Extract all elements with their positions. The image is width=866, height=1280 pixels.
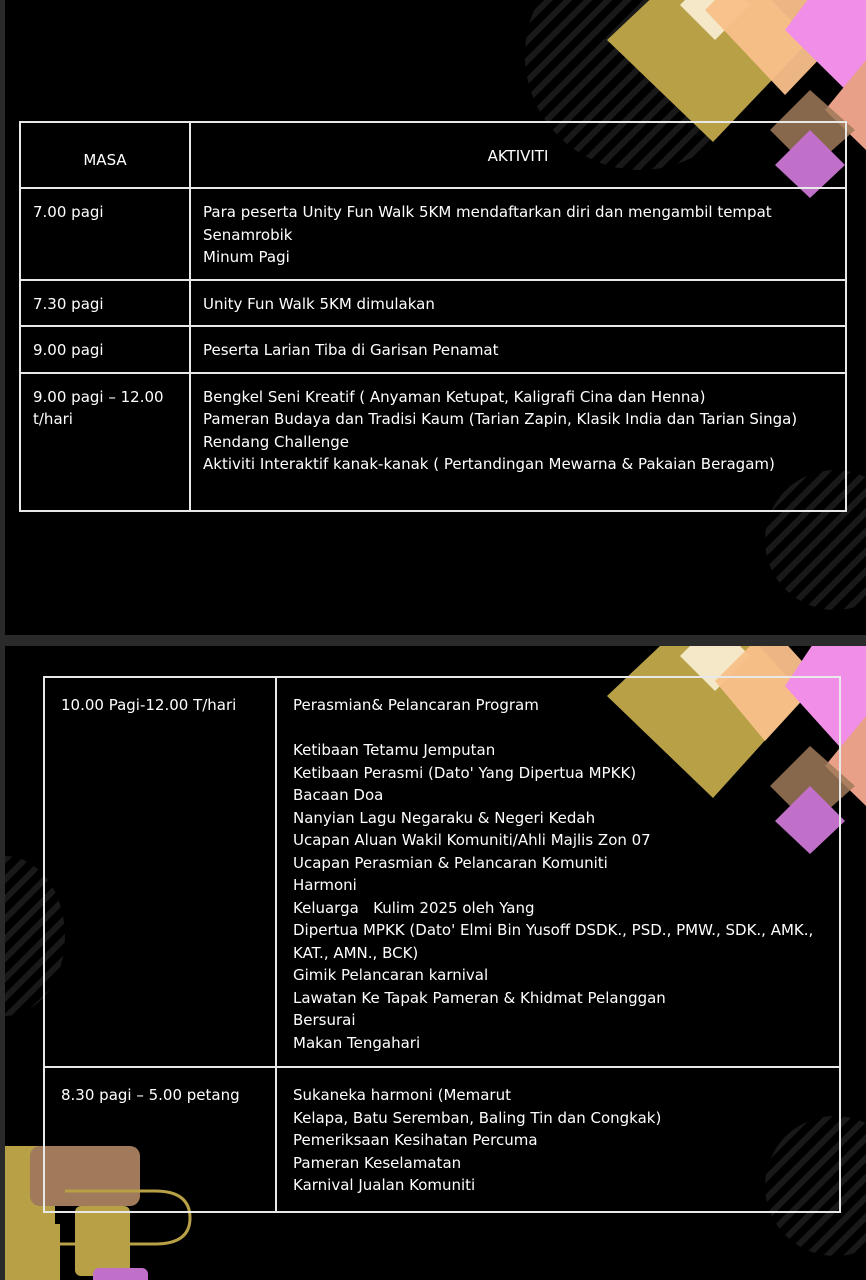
- time-cell: [20, 188, 190, 280]
- table-row: [44, 1067, 840, 1212]
- time-cell: [20, 280, 190, 327]
- table-header-row: [20, 122, 846, 188]
- activity-item: Para peserta Unity Fun Walk 5KM mendaftarkan diri dan mengambil tempat: [203, 203, 772, 221]
- activity-item: Gimik Pelancaran karnival: [293, 966, 489, 984]
- activity-item: Aktiviti Interaktif kanak-kanak ( Pertandingan Mewarna & Pakaian Beragam): [203, 455, 775, 473]
- slide-2: [5, 646, 866, 1280]
- activity-item: Ketibaan Tetamu Jemputan: [293, 741, 496, 759]
- column-header-masa: MASA: [20, 122, 190, 188]
- table-row: [44, 677, 840, 1067]
- activity-item: Pameran Keselamatan: [293, 1153, 462, 1172]
- activity-item: Harmoni: [293, 876, 357, 894]
- activity-item: Minum Pagi: [203, 248, 290, 266]
- activity-cell: [190, 326, 846, 373]
- activity-item: Makan Tengahari: [293, 1033, 421, 1052]
- column-header-aktiviti: AKTIVITI: [190, 122, 846, 188]
- activity-item: Kelapa, Batu Seremban, Baling Tin dan Congkak): [293, 1108, 662, 1127]
- activity-item: Pameran Budaya dan Tradisi Kaum (Tarian Zapin, Klasik India dan Tarian Singa): [203, 410, 798, 428]
- activity-cell: [276, 677, 840, 1067]
- activity-item: Senamrobik: [203, 225, 293, 244]
- activity-item: Rendang Challenge: [203, 432, 349, 451]
- table-row: [20, 188, 846, 280]
- table-row: [20, 326, 846, 373]
- time-text: 7.30 pagi: [33, 294, 104, 313]
- time-text: 9.00 pagi: [33, 341, 104, 359]
- table-row: [20, 373, 846, 511]
- activity-item: KAT., AMN., BCK): [293, 943, 419, 962]
- activity-item: Bacaan Doa: [293, 786, 384, 804]
- activity-item: Ucapan Perasmian & Pelancaran Komuniti: [293, 853, 608, 872]
- time-cell: [20, 326, 190, 373]
- activity-item: Dipertua MPKK (Dato' Elmi Bin Yusoff DSDK., PSD., PMW., SDK., AMK.,: [293, 921, 814, 939]
- time-text: 10.00 Pagi-12.00 T/hari: [61, 696, 237, 714]
- activity-item: Nanyian Lagu Negaraku & Negeri Kedah: [293, 808, 596, 827]
- table-row: [20, 280, 846, 327]
- activity-cell: [190, 188, 846, 280]
- time-text: t/hari: [33, 410, 73, 428]
- time-cell: [44, 677, 276, 1067]
- activity-item: Bengkel Seni Kreatif ( Anyaman Ketupat, Kaligrafi Cina dan Henna): [203, 387, 706, 406]
- activity-item: Ketibaan Perasmi (Dato' Yang Dipertua MPKK): [293, 763, 637, 782]
- activity-item: Karnival Jualan Komuniti: [293, 1176, 476, 1194]
- activity-item: Pemeriksaan Kesihatan Percuma: [293, 1131, 538, 1149]
- activity-item: Keluarga Kulim 2025 oleh Yang: [293, 898, 535, 917]
- time-text: 7.00 pagi: [33, 203, 104, 221]
- activity-item: Ucapan Aluan Wakil Komuniti/Ahli Majlis Zon 07: [293, 831, 651, 849]
- activity-cell: [190, 373, 846, 511]
- schedule-table: [19, 121, 847, 512]
- activity-item: Lawatan Ke Tapak Pameran & Khidmat Pelanggan: [293, 988, 666, 1007]
- time-text: 8.30 pagi – 5.00 petang: [61, 1086, 240, 1104]
- activity-cell: [276, 1067, 840, 1212]
- schedule-table-continued: [43, 676, 841, 1213]
- slide-1: [5, 0, 866, 635]
- spacer: [293, 717, 823, 740]
- activity-item: Unity Fun Walk 5KM dimulakan: [203, 294, 435, 313]
- activity-item: Peserta Larian Tiba di Garisan Penamat: [203, 341, 499, 359]
- activity-title: Perasmian& Pelancaran Program: [293, 696, 539, 714]
- activity-item: Bersurai: [293, 1011, 356, 1029]
- time-cell: [20, 373, 190, 511]
- activity-cell: [190, 280, 846, 327]
- time-cell: [44, 1067, 276, 1212]
- time-text: 9.00 pagi – 12.00: [33, 387, 164, 406]
- activity-item: Sukaneka harmoni (Memarut: [293, 1086, 511, 1104]
